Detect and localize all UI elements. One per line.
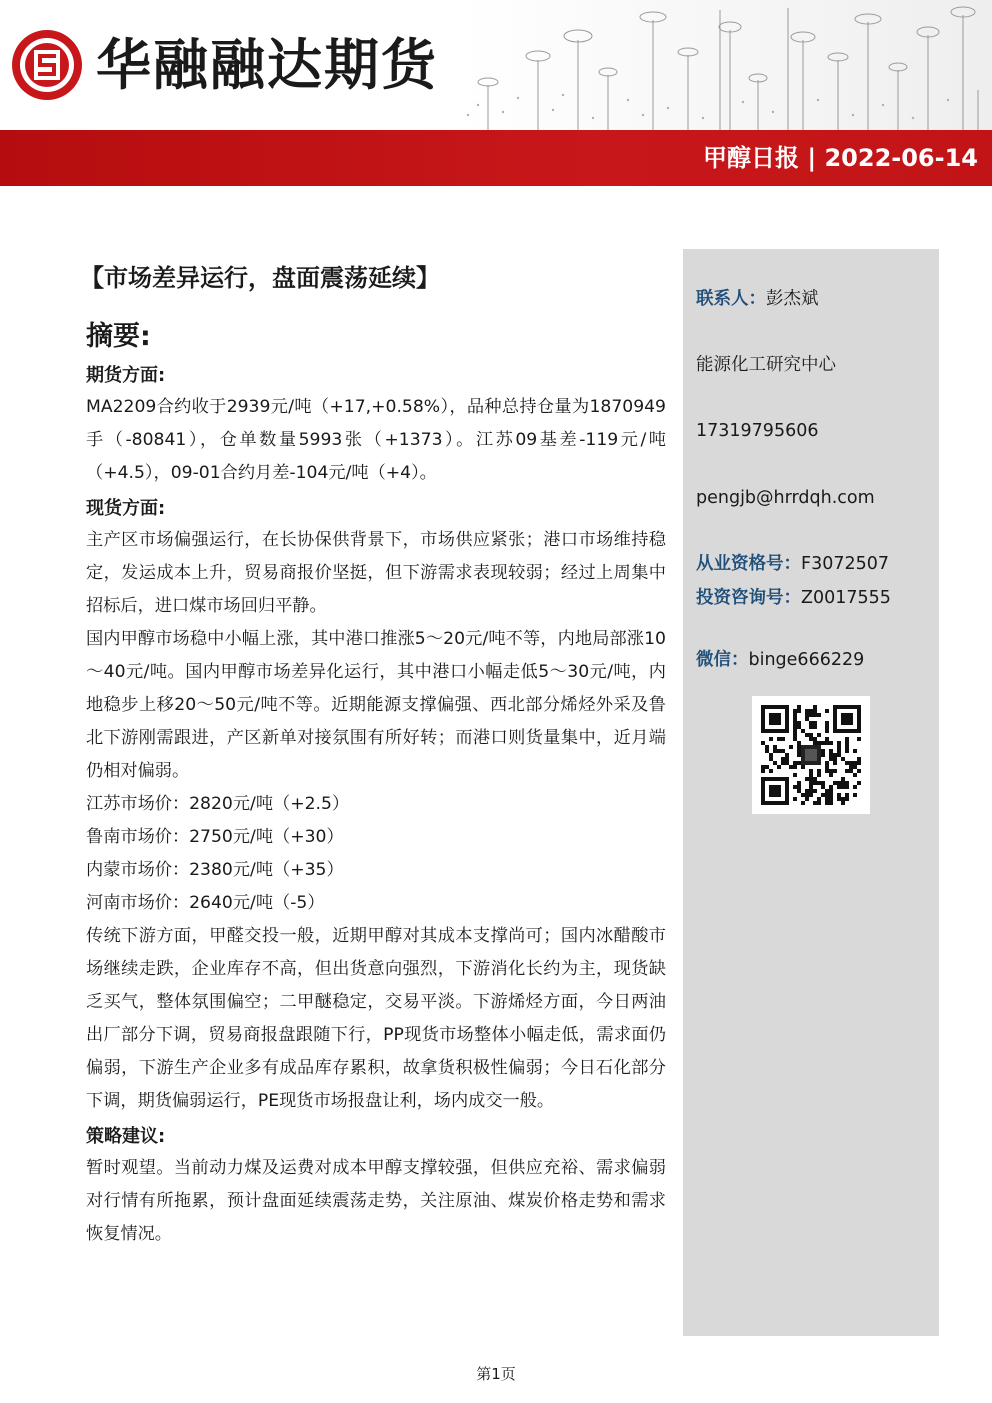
strategy-heading: 策略建议: (86, 1126, 166, 1147)
qualification-number: F3072507 (801, 554, 890, 574)
report-title: 甲醇日报 | 2022-06-14 (703, 144, 978, 172)
wechat-id: binge666229 (748, 650, 865, 670)
main-content (80, 255, 666, 1251)
price-henan: 河南市场价：2640元/吨（-5） (86, 893, 325, 913)
wechat-row (696, 648, 864, 672)
price-lunan: 鲁南市场价：2750元/吨（+30） (86, 827, 344, 847)
wechat-qr-code (752, 696, 870, 814)
futures-heading: 期货方面: (86, 365, 166, 386)
qr-code-icon (752, 696, 870, 814)
contact-row (696, 287, 819, 311)
phone-number: 17319795606 (696, 421, 819, 441)
spot-paragraph-1: 主产区市场偏强运行，在长协保供背景下，市场供应紧张；港口市场维持稳定，发运成本上升，贸易商报价坚挺，但下游需求表现较弱；经过上周集中招标后，进口煤市场回归平静。 (86, 530, 666, 616)
summary-heading: 摘要: (86, 321, 151, 352)
email-address: pengjb@hrrdqh.com (696, 488, 875, 508)
contact-name: 彭杰斌 (766, 289, 819, 309)
consulting-label: 投资咨询号： (696, 588, 801, 608)
contact-sidebar (683, 249, 939, 1336)
company-logo-icon (10, 28, 84, 102)
contact-label: 联系人： (696, 289, 766, 309)
decorative-pattern (458, 0, 992, 130)
spot-paragraph-3: 传统下游方面，甲醛交投一般，近期甲醇对其成本支撑尚可；国内冰醋酸市场继续走跌，企业库存不高，但出货意向强烈，下游消化长约为主，现货缺乏买气，整体氛围偏空；二甲醚稳定，交易平淡。下游烯烃方面，今日两油出厂部分下调，贸易商报盘跟随下行，PP现货市场整体小幅走低，需求面仍偏弱，下游生产企业多有成品库存累积，故拿货积极性偏弱；今日石化部分下调，期货偏弱运行，PE现货市场报盘让利，场内成交一般。 (86, 926, 666, 1111)
wechat-label: 微信： (696, 650, 749, 670)
price-neimeng: 内蒙市场价：2380元/吨（+35） (86, 860, 344, 880)
futures-text: MA2209合约收于2939元/吨（+17,+0.58%），品种总持仓量为1870949手（-80841），仓单数量5993张（+1373）。江苏09基差-119元/吨（+4.5），09-01合约月差-104元/吨（+4）。 (86, 397, 666, 483)
page-number: 第1页 (476, 1365, 516, 1383)
price-jiangsu: 江苏市场价：2820元/吨（+2.5） (86, 794, 350, 814)
spot-heading: 现货方面: (86, 498, 166, 519)
report-header (0, 0, 992, 186)
qualification-label: 从业资格号： (696, 554, 801, 574)
qualification-row (696, 552, 889, 576)
consulting-number: Z0017555 (801, 588, 891, 608)
spot-paragraph-2: 国内甲醇市场稳中小幅上涨，其中港口推涨5～20元/吨不等，内地局部涨10～40元/吨。国内甲醇市场差异化运行，其中港口小幅走低5～30元/吨，内地稳步上移20～50元/吨不等。近期能源支撑偏强、西北部分烯烃外采及鲁北下游刚需跟进，产区新单对接氛围有所好转；而港口则货量集中，近月端仍相对偏弱。 (86, 629, 666, 781)
department: 能源化工研究中心 (696, 355, 836, 375)
strategy-text: 暂时观望。当前动力煤及运费对成本甲醇支撑较强，但供应充裕、需求偏弱对行情有所拖累，预计盘面延续震荡走势，关注原油、煤炭价格走势和需求恢复情况。 (86, 1158, 666, 1244)
company-name: 华融融达期货 (96, 33, 439, 97)
consulting-row (696, 586, 891, 610)
report-headline: 【市场差异运行，盘面震荡延续】 (80, 264, 440, 292)
